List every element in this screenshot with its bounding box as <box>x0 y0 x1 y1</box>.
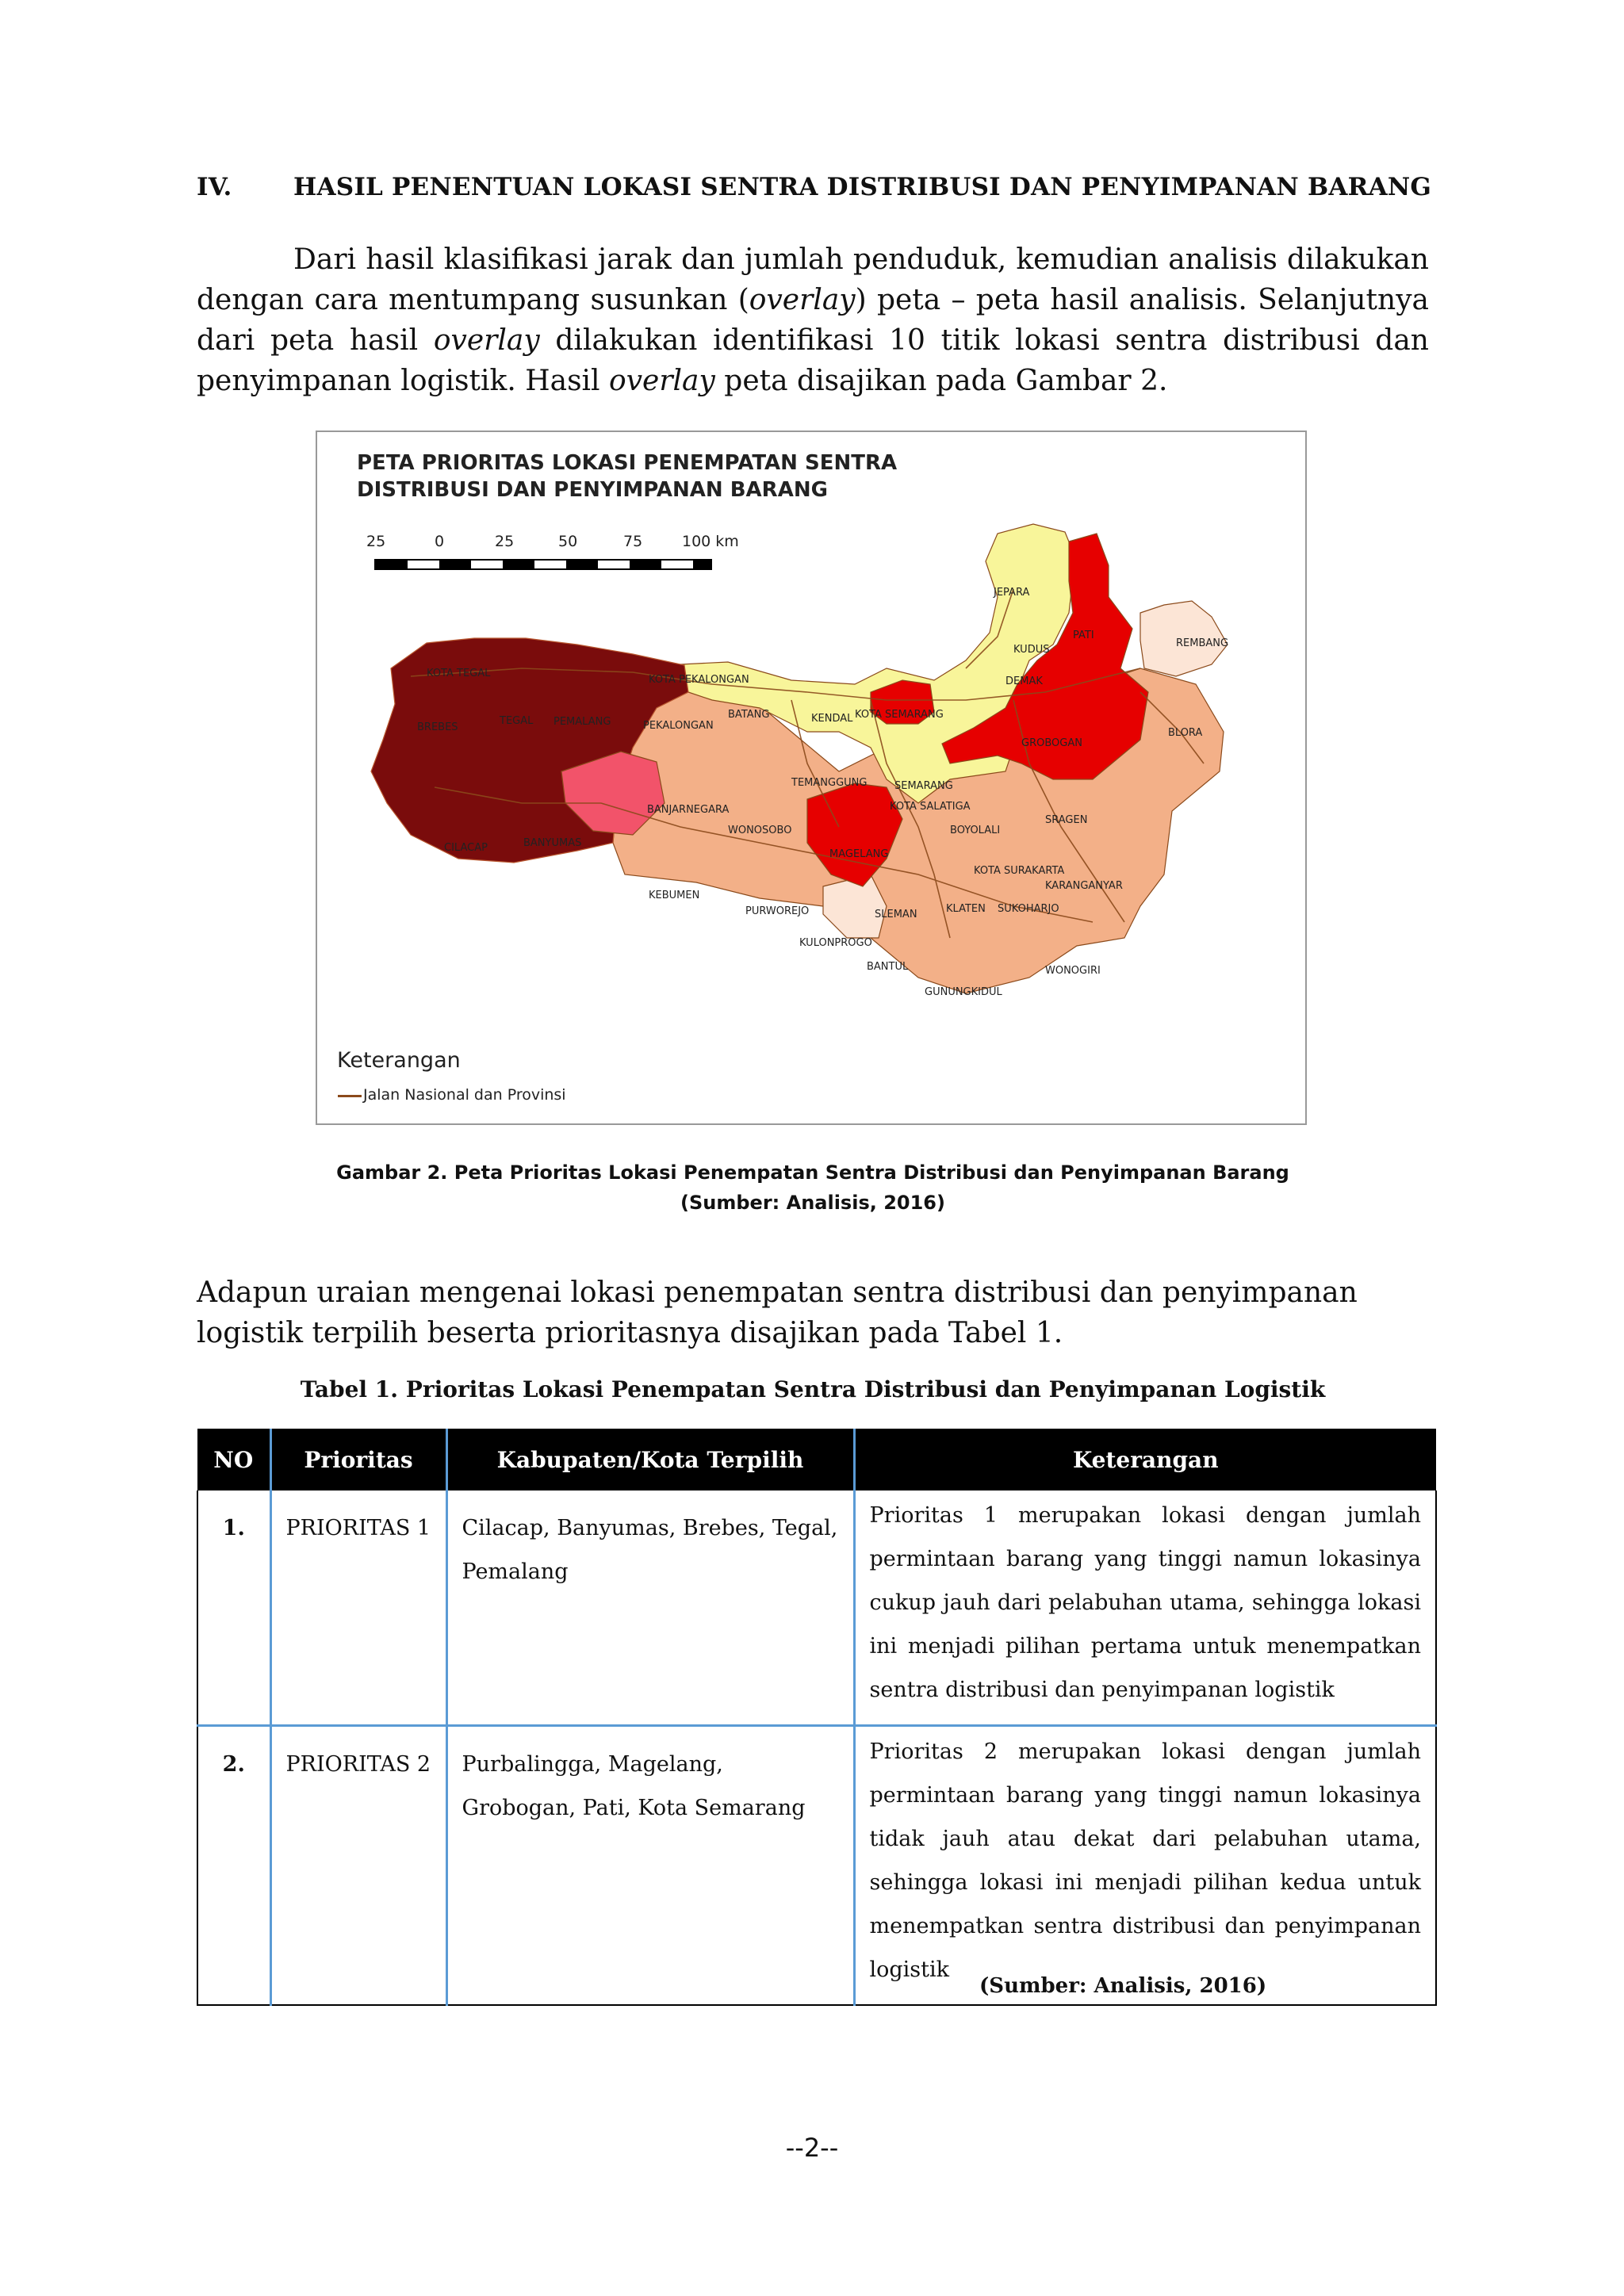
cell-no: 1. <box>197 1490 270 1726</box>
svg-text:WONOSOBO: WONOSOBO <box>728 825 792 836</box>
legend-item-road: Jalan Nasional dan Provinsi <box>363 1086 566 1104</box>
intro-paragraph <box>197 239 1429 401</box>
svg-text:JEPARA: JEPARA <box>994 587 1030 599</box>
svg-text:KARANGANYAR: KARANGANYAR <box>1045 880 1123 892</box>
svg-text:CILACAP: CILACAP <box>444 842 488 854</box>
table-source: (Sumber: Analisis, 2016) <box>979 1974 1267 1998</box>
svg-text:SUKOHARJO: SUKOHARJO <box>998 903 1059 915</box>
map-title-line2: DISTRIBUSI DAN PENYIMPANAN BARANG <box>357 478 828 502</box>
svg-text:KUDUS: KUDUS <box>1013 644 1050 656</box>
para-text: dilakukan identifikasi 10 titik lokasi sentra distribusi dan penyimpanan logistik. Hasil <box>197 324 1429 397</box>
svg-text:MAGELANG: MAGELANG <box>829 848 889 860</box>
svg-text:KOTA TEGAL: KOTA TEGAL <box>427 668 491 679</box>
svg-text:KEBUMEN: KEBUMEN <box>649 890 700 901</box>
scale-label: 50 <box>558 533 578 550</box>
svg-text:PURWOREJO: PURWOREJO <box>745 905 810 917</box>
section-number: IV. <box>197 173 232 201</box>
scale-label: 75 <box>623 533 643 550</box>
para-emphasis: overlay <box>433 324 540 357</box>
cell-keterangan: Prioritas 2 merupakan lokasi dengan jumlah permintaan barang yang tinggi namun lokasinya tidak jauh atau dekat dari pelabuhan utama, sehingga lokasi ini menjadi pilihan kedua untuk menempatkan sentra distribusi dan penyimpanan logistik <box>854 1726 1436 2006</box>
svg-text:WONOGIRI: WONOGIRI <box>1045 965 1101 977</box>
header-no: NO <box>197 1429 270 1490</box>
page-number: --2-- <box>785 2133 839 2163</box>
table-intro-paragraph: Adapun uraian mengenai lokasi penempatan sentra distribusi dan penyimpanan logistik terpilih beserta prioritasnya disajikan pada Tabel 1. <box>197 1276 1358 1349</box>
figure-caption-line1: Gambar 2. Peta Prioritas Lokasi Penempatan Sentra Distribusi dan Penyimpanan Barang <box>336 1161 1289 1184</box>
table-row <box>197 1726 1436 2006</box>
svg-text:SEMARANG: SEMARANG <box>894 780 953 792</box>
svg-text:KOTA SEMARANG: KOTA SEMARANG <box>855 709 944 721</box>
svg-text:PEMALANG: PEMALANG <box>553 716 611 728</box>
cell-no: 2. <box>197 1726 270 2006</box>
para-text: ) peta – peta hasil analisis. Selanjutnya dari peta hasil <box>197 284 1430 357</box>
svg-text:TEMANGGUNG: TEMANGGUNG <box>791 777 868 789</box>
cell-keterangan: Prioritas 1 merupakan lokasi dengan jumlah permintaan barang yang tinggi namun lokasinya cukup jauh dari pelabuhan utama, sehingga lokasi ini menjadi pilihan pertama untuk menempatkan sentra distribusi dan penyimpanan logistik <box>854 1490 1436 1726</box>
para-text: peta disajikan pada Gambar 2. <box>714 365 1168 397</box>
svg-text:GROBOGAN: GROBOGAN <box>1021 737 1082 749</box>
svg-text:KOTA SALATIGA: KOTA SALATIGA <box>890 801 971 813</box>
header-prioritas: Prioritas <box>270 1429 446 1490</box>
map-title-line1: PETA PRIORITAS LOKASI PENEMPATAN SENTRA <box>357 451 898 475</box>
scale-label: 25 <box>495 533 515 550</box>
section-title: HASIL PENENTUAN LOKASI SENTRA DISTRIBUSI DAN PENYIMPANAN BARANG <box>293 173 1432 201</box>
priority-map <box>316 430 1307 1125</box>
svg-text:BANJARNEGARA: BANJARNEGARA <box>647 804 730 816</box>
cell-prioritas: PRIORITAS 2 <box>270 1726 446 2006</box>
header-kabupaten: Kabupaten/Kota Terpilih <box>446 1429 854 1490</box>
svg-text:BANTUL: BANTUL <box>867 961 909 973</box>
svg-text:PATI: PATI <box>1073 629 1094 641</box>
cell-prioritas: PRIORITAS 1 <box>270 1490 446 1726</box>
svg-text:REMBANG: REMBANG <box>1176 637 1229 649</box>
figure-caption-line2: (Sumber: Analisis, 2016) <box>680 1192 945 1214</box>
svg-text:GUNUNGKIDUL: GUNUNGKIDUL <box>925 986 1002 998</box>
svg-text:BANYUMAS: BANYUMAS <box>523 837 582 849</box>
svg-text:KOTA SURAKARTA: KOTA SURAKARTA <box>974 865 1065 877</box>
scale-label: 0 <box>435 533 445 550</box>
svg-text:KOTA PEKALONGAN: KOTA PEKALONGAN <box>649 674 749 686</box>
svg-text:BATANG: BATANG <box>728 709 770 721</box>
svg-text:DEMAK: DEMAK <box>1005 675 1043 687</box>
svg-text:SLEMAN: SLEMAN <box>875 909 917 920</box>
svg-text:SRAGEN: SRAGEN <box>1045 814 1088 826</box>
cell-kabupaten: Cilacap, Banyumas, Brebes, Tegal, Pemalang <box>446 1490 854 1726</box>
para-emphasis: overlay <box>749 284 856 316</box>
svg-text:BREBES: BREBES <box>417 721 458 733</box>
section-heading <box>197 173 1434 201</box>
table-header-row <box>197 1429 1436 1490</box>
svg-text:TEGAL: TEGAL <box>500 715 534 727</box>
svg-text:KENDAL: KENDAL <box>811 713 853 725</box>
cell-kabupaten: Purbalingga, Magelang, Grobogan, Pati, Kota Semarang <box>446 1726 854 2006</box>
para-emphasis: overlay <box>609 365 715 397</box>
scale-label: 100 km <box>682 533 739 550</box>
svg-text:PEKALONGAN: PEKALONGAN <box>643 720 714 732</box>
header-keterangan: Keterangan <box>854 1429 1436 1490</box>
priority-table <box>197 1429 1437 2006</box>
svg-text:KULONPROGO: KULONPROGO <box>799 937 872 949</box>
svg-text:BOYOLALI: BOYOLALI <box>950 825 1001 836</box>
table-caption: Tabel 1. Prioritas Lokasi Penempatan Sentra Distribusi dan Penyimpanan Logistik <box>300 1376 1326 1402</box>
table-row <box>197 1490 1436 1726</box>
legend-title: Keterangan <box>337 1048 461 1073</box>
road-legend-swatch <box>338 1095 362 1097</box>
svg-text:KLATEN: KLATEN <box>946 903 986 915</box>
svg-text:BLORA: BLORA <box>1168 727 1203 739</box>
para-text: Dari hasil klasifikasi jarak dan jumlah penduduk, kemudian analisis dilakukan dengan cara mentumpang susunkan ( <box>197 243 1429 316</box>
scale-label: 25 <box>366 533 386 550</box>
